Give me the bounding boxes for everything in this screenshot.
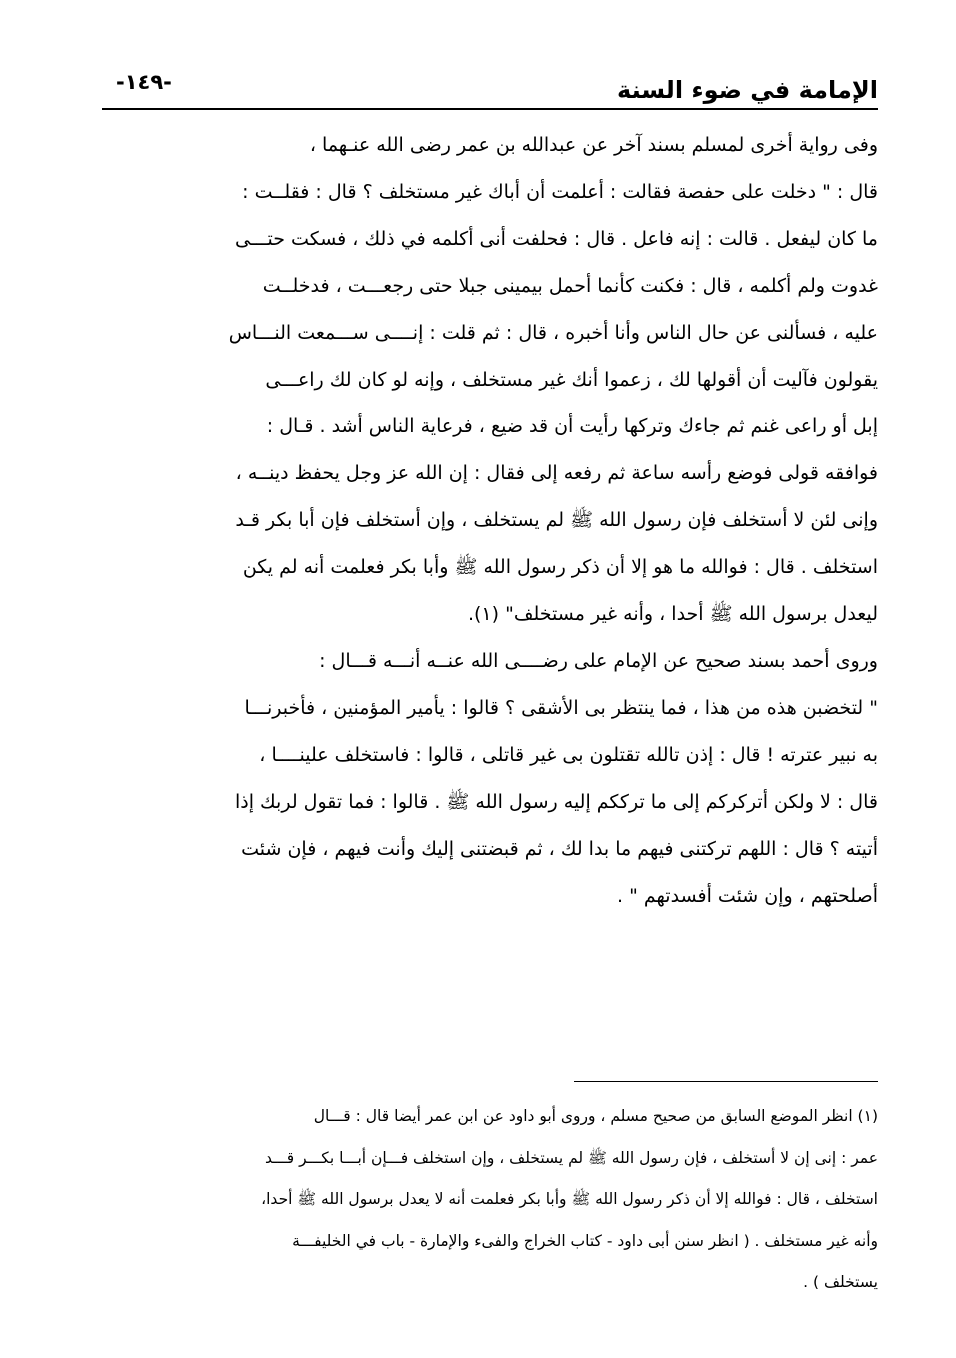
text-line: أتيته ؟ قال : اللهم تركتنى فيهم ما بدا لك ، ثم قبضتنى إليك وأنت فيهم ، فإن شئت (241, 837, 878, 860)
page-number: -١٤٩- (116, 70, 172, 94)
text-line: قال : " دخلت على حفصة فقالت : أعلمت أن أباك غير مستخلف ؟ قال : فقلــت : (242, 180, 878, 203)
text-line: غدوت ولم أكلمه ، قال : فكنت كأنما أحمل بيمينى جبلا حتى رجعـــت ، فدخلــت (262, 274, 878, 297)
footnote-line: يستخلف ) . (803, 1273, 878, 1291)
text-line: استخلف . قال : فوالله ما هو إلا أن ذكر رسول الله ﷺ وأبا بكر فعلمت أنه لم يكن (242, 556, 878, 579)
text-line: وفى رواية أخرى لمسلم بسند آخر عن عبدالله بن عمر رضى الله عنـهما ، (309, 134, 878, 156)
text-line: يقولون فآليت أن أقولها لك ، زعموا أنك غير مستخلف ، وإنه لو كان لك راعـــى (265, 368, 878, 391)
page-header (102, 66, 878, 110)
text-line: إبل أو راعى غنم ثم جاءك وتركها رأيت أن قد ضيع ، فرعاية الناس أشد . قـال : (266, 415, 878, 438)
text-line: أصلحتهم ، وإن شئت أفسدتهم " . (617, 884, 878, 907)
text-line: " لتخضبن هذه من هذا ، فما ينتظر بى الأشقى ؟ قالوا : يأمير المؤمنين ، فأخبرنـــا (244, 696, 878, 719)
footnote-line: وأنه غير مستخلف . ( انظر سنن أبى داود - كتاب الخراج والفىء والإمارة - باب في الخليفـــة (292, 1231, 878, 1250)
text-line: ما كان ليفعل . قالت : إنه فاعل . قال : فحلفت أنى أكلمه في ذلك ، فسكت حتـــى (235, 227, 878, 250)
footnote-line: عمر : إنى إن لا أستخلف ، فإن رسول الله ﷺ لم يستخلف ، وإن استخلف فـــإن أبـــا بكـــر قـــد (265, 1148, 878, 1167)
footnote-divider (574, 1081, 878, 1082)
text-line: قال : لا ولكن أتركركم إلى ما ترككم إليه رسول الله ﷺ . قالوا : فما تقول لربك إذا (234, 790, 878, 813)
text-line: ليعدل برسول الله ﷺ أحدا ، وأنه غير مستخلف" (١). (467, 603, 878, 626)
text-line: وروى أحمد بسند صحيح عن الإمام على رضــــى الله عنــه أنـــه قـــال : (319, 649, 878, 672)
footnote-line: (١) انظر الموضع السابق من صحيح مسلم ، وروى أبو داود عن ابن عمر أيضا قال : قـــال (313, 1107, 878, 1125)
text-line: وإنى لئن لا أستخلف فإن رسول الله ﷺ لم يستخلف ، وإن أستخلف فإن أبا بكر قـد (235, 509, 878, 532)
footnotes (104, 1096, 878, 1304)
text-line: به نبير عترته ! قال : إذن تالله تقتلون بى غير قاتلى ، قالوا : فاستخلف علينــــا ، (259, 743, 878, 766)
text-line: فوافقه قولى فوضع رأسه ساعة ثم رفعه إلى فقال : إن الله عز وجل يحفظ دينــه ، (235, 462, 878, 485)
main-text (104, 122, 878, 919)
running-title: الإمامة في ضوء السنة (617, 76, 878, 104)
footnote-line: استخلف ، قال : فوالله إلا أن ذكر رسول الله ﷺ وأبا بكر فعلمت أنه لا يعدل برسول الله ﷺ أحدا، (261, 1190, 878, 1208)
text-line: عليه ، فسألنى عن حال الناس وأنا أخبره ، قال : ثم قلت : إنــــى ســـمعت النـــاس (228, 321, 878, 344)
